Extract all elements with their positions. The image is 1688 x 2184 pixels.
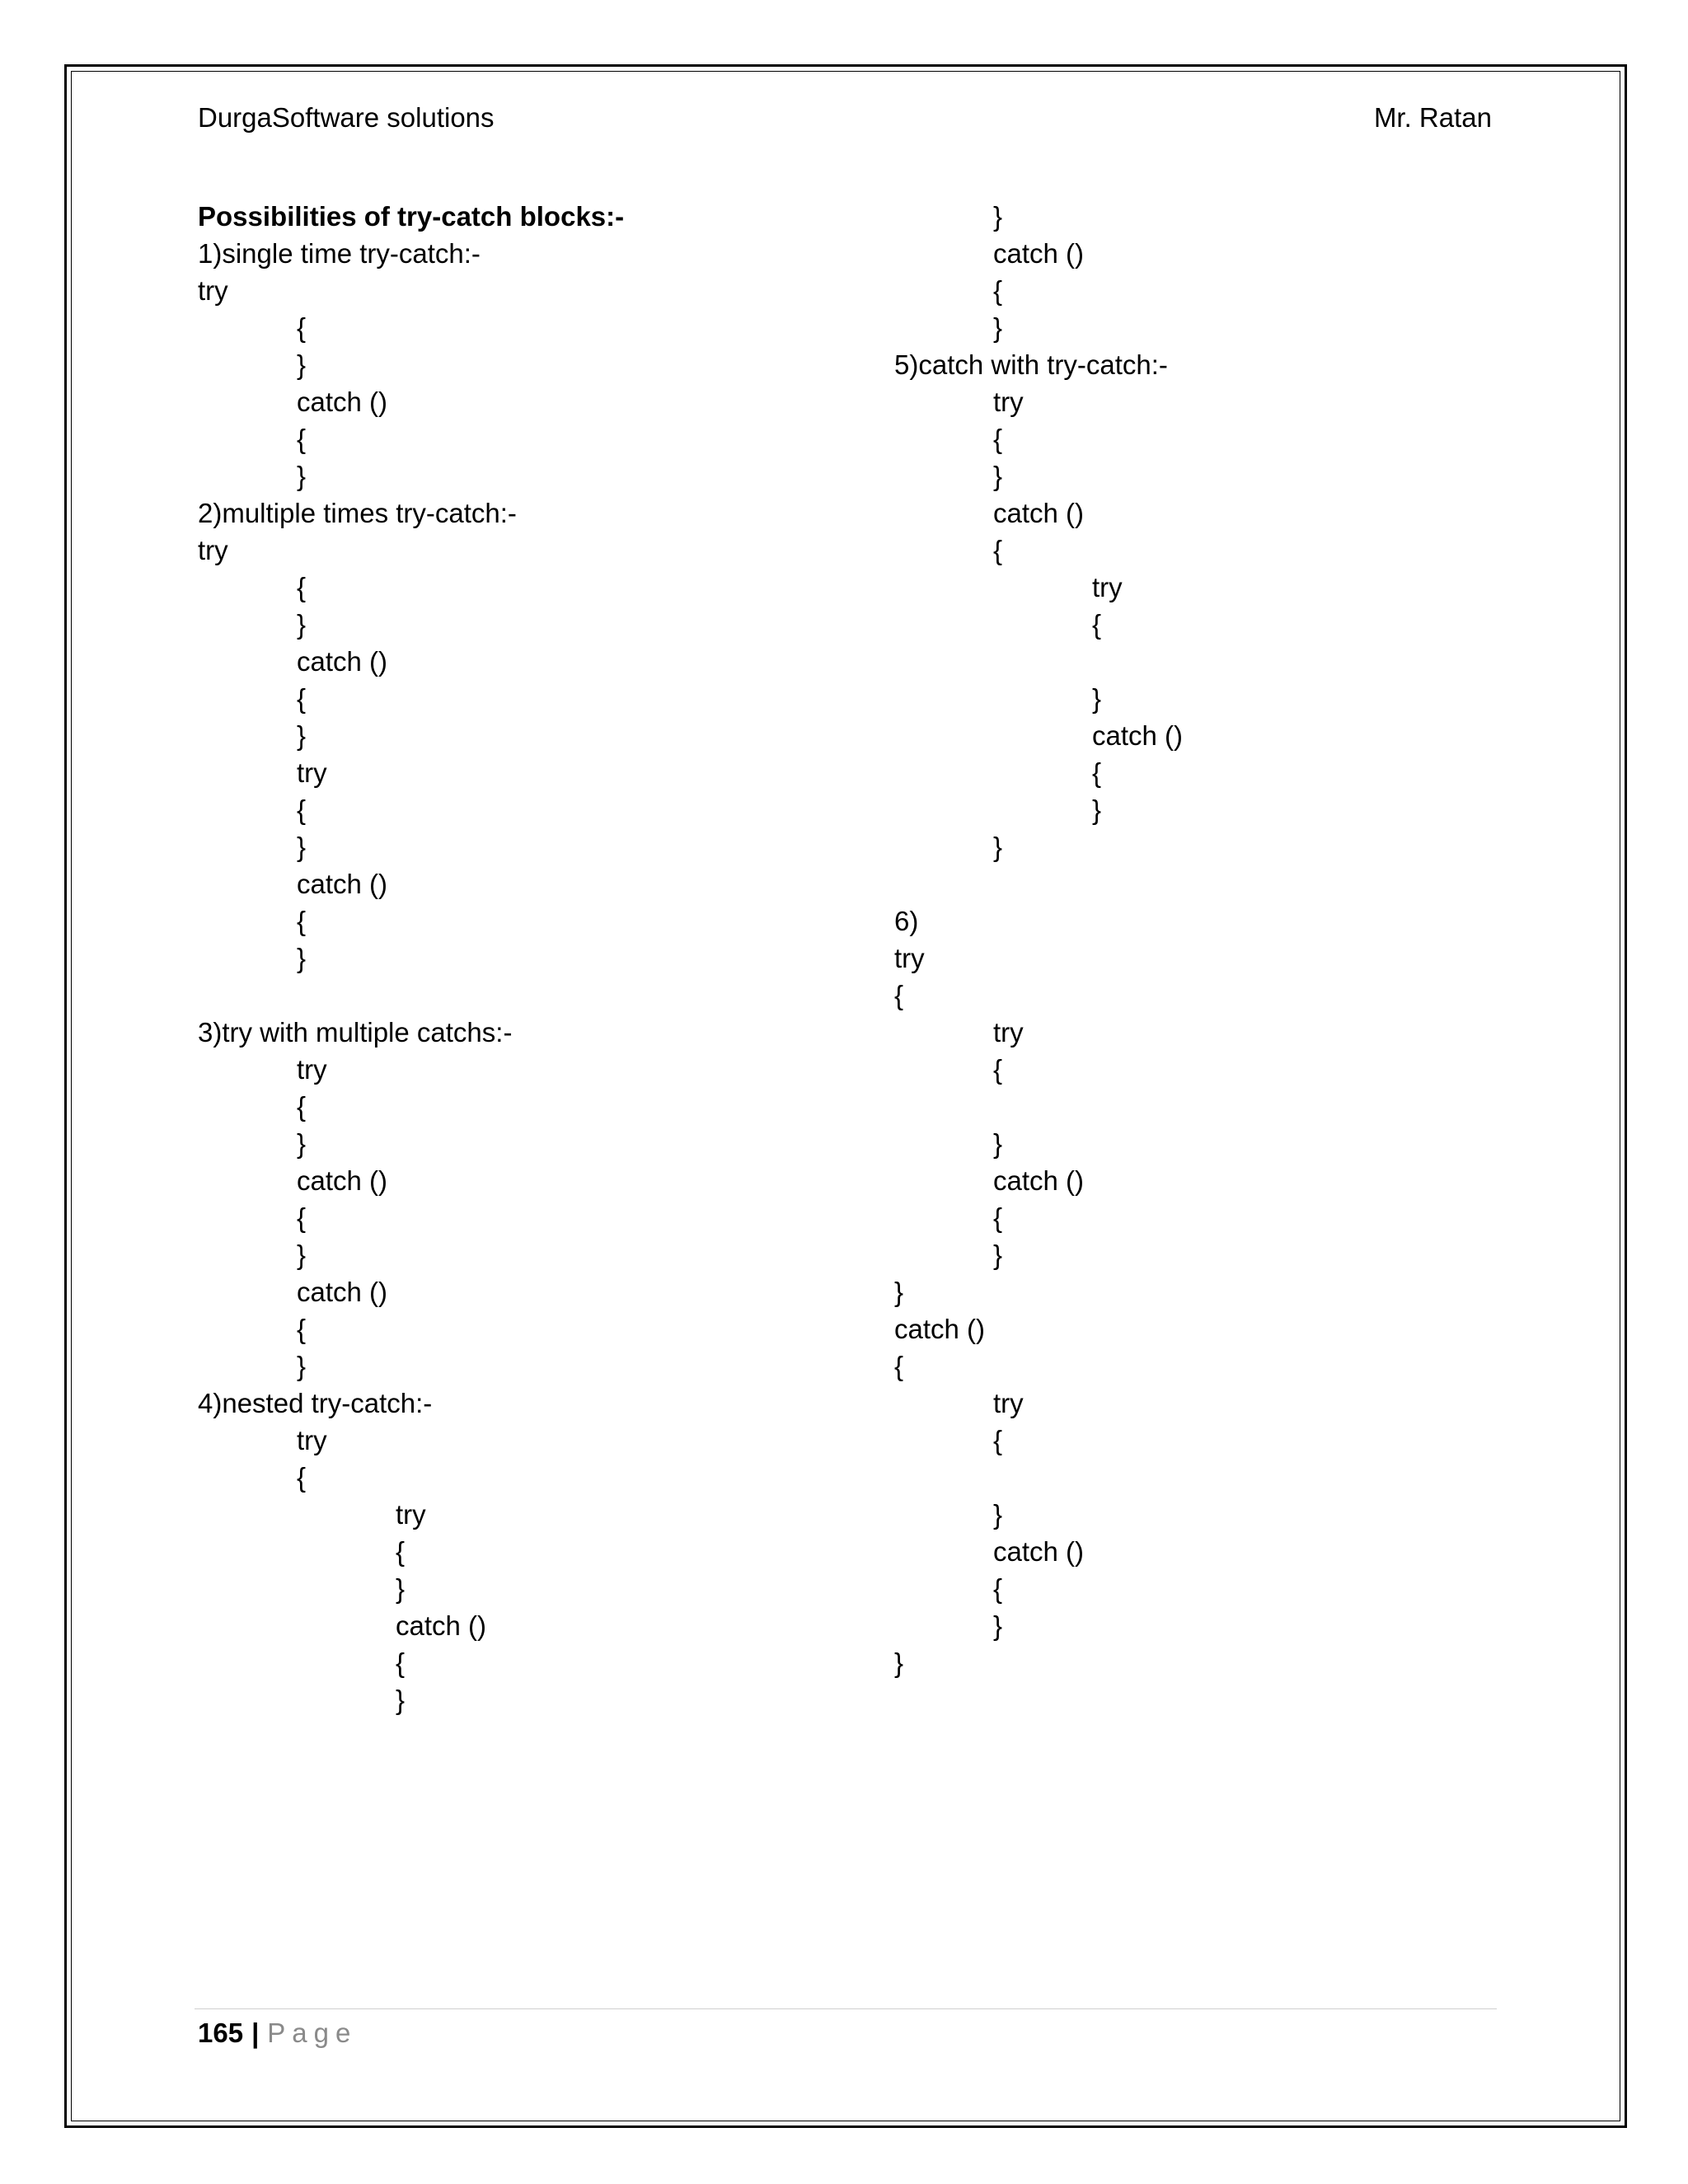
code-line: } (297, 720, 307, 751)
code-line: 5)catch with try-catch:- (894, 349, 1168, 380)
code-line (894, 1459, 1554, 1496)
code-line: { (396, 1647, 406, 1678)
code-line: try (297, 757, 327, 788)
code-line: { (993, 535, 1003, 565)
code-line: try (198, 275, 228, 306)
code-line: 3)try with multiple catchs:- (198, 1017, 513, 1047)
code-line: try (297, 1054, 327, 1085)
code-line (894, 865, 1554, 902)
code-line: { (993, 1573, 1003, 1604)
code-line: { (297, 572, 307, 602)
code-line: try (297, 1425, 327, 1455)
code-line: { (396, 1536, 406, 1567)
code-line: } (993, 1499, 1003, 1530)
code-line: try (993, 1017, 1024, 1047)
code-line: catch () (297, 869, 388, 899)
code-line: } (993, 201, 1003, 232)
code-line: } (297, 1128, 307, 1159)
code-line: } (297, 609, 307, 640)
section-heading: Possibilities of try-catch blocks:- (198, 201, 625, 232)
code-line: } (993, 312, 1003, 343)
code-line: } (894, 1647, 904, 1678)
code-line: { (297, 1202, 307, 1233)
code-line: catch () (297, 387, 388, 417)
code-line: { (297, 424, 307, 454)
code-line: { (1092, 609, 1102, 640)
code-line: { (1092, 757, 1102, 788)
code-line: catch () (1092, 720, 1184, 751)
code-line: { (297, 683, 307, 714)
left-column (198, 198, 857, 1718)
code-line: catch () (993, 1165, 1085, 1196)
code-line: 2)multiple times try-catch:- (198, 498, 517, 528)
code-line: } (297, 943, 307, 973)
page-label: Page (267, 2018, 358, 2048)
code-line: { (993, 1425, 1003, 1455)
code-line: try (198, 535, 228, 565)
code-line (894, 643, 1554, 680)
code-line: 6) (894, 906, 919, 936)
code-line: { (993, 424, 1003, 454)
code-line: } (993, 461, 1003, 491)
code-line: { (297, 1314, 307, 1344)
code-line: } (297, 832, 307, 862)
right-column (894, 198, 1554, 1681)
code-line: catch () (297, 1277, 388, 1307)
code-line: } (993, 1240, 1003, 1270)
code-line: try (993, 387, 1024, 417)
code-line: { (297, 906, 307, 936)
code-line (198, 977, 857, 1014)
code-line: { (297, 1091, 307, 1122)
code-line: { (993, 1054, 1003, 1085)
code-line: { (993, 275, 1003, 306)
code-line: catch () (993, 498, 1085, 528)
code-line: { (894, 980, 904, 1010)
code-line: } (297, 1351, 307, 1381)
code-line: { (297, 1462, 307, 1493)
code-line: } (993, 1128, 1003, 1159)
code-line: catch () (894, 1314, 986, 1344)
code-line: } (1092, 683, 1102, 714)
code-line: 4)nested try-catch:- (198, 1388, 433, 1418)
code-line: catch () (993, 238, 1085, 269)
code-line: catch () (297, 1165, 388, 1196)
code-line: } (297, 461, 307, 491)
code-line: { (993, 1202, 1003, 1233)
code-line: } (297, 1240, 307, 1270)
code-line: } (396, 1685, 406, 1715)
page-number: 165 (198, 2018, 244, 2048)
code-line: } (297, 349, 307, 380)
code-line: } (894, 1277, 904, 1307)
code-line: { (297, 312, 307, 343)
code-line: } (1092, 794, 1102, 825)
code-line: } (993, 832, 1003, 862)
code-line (894, 1088, 1554, 1125)
code-line: catch () (993, 1536, 1085, 1567)
page-footer (198, 2013, 357, 2054)
code-line: try (894, 943, 925, 973)
code-line: catch () (297, 646, 388, 677)
header-company: DurgaSoftware solutions (198, 102, 495, 133)
header-author: Mr. Ratan (1373, 102, 1492, 133)
code-line: catch () (396, 1610, 487, 1641)
code-line: { (894, 1351, 904, 1381)
code-line: try (993, 1388, 1024, 1418)
code-line: } (396, 1573, 406, 1604)
code-line: { (297, 794, 307, 825)
footer-divider (195, 2008, 1497, 2009)
footer-separator: | (251, 2018, 260, 2048)
code-line: } (993, 1610, 1003, 1641)
code-line: try (396, 1499, 426, 1530)
code-line: 1)single time try-catch:- (198, 238, 481, 269)
code-line: try (1092, 572, 1123, 602)
